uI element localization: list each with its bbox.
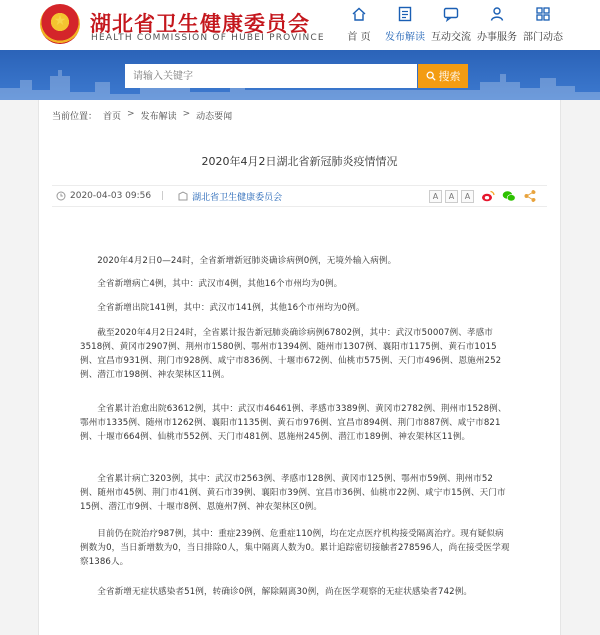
article-tools xyxy=(429,189,537,203)
article-meta xyxy=(52,185,547,207)
share-icon[interactable] xyxy=(523,189,537,203)
nav-department[interactable] xyxy=(520,6,566,43)
wechat-share-icon[interactable] xyxy=(502,189,516,203)
meta-divider: | xyxy=(161,191,165,201)
article-paragraph: 全省新增无症状感染者51例，转确诊0例，解除隔离30例，尚在医学观察的无症状感染者742例。 xyxy=(97,587,473,597)
main-nav xyxy=(336,6,566,43)
document-icon xyxy=(397,6,413,22)
breadcrumb xyxy=(52,109,232,122)
search-button[interactable] xyxy=(418,64,468,88)
service-icon xyxy=(489,6,505,22)
article-paragraph: 全省新增出院141例，其中：武汉市141例，其他16个市州均为0例。 xyxy=(97,303,365,313)
breadcrumb-home[interactable]: 首页 xyxy=(103,112,122,122)
site-header xyxy=(0,0,600,50)
nav-service-label: 办事服务 xyxy=(477,32,517,43)
search-icon xyxy=(426,71,436,81)
breadcrumb-news[interactable]: 动态要闻 xyxy=(196,112,233,122)
grid-icon xyxy=(535,6,551,22)
article-paragraph: 2020年4月2日0—24时，全省新增新冠肺炎确诊病例0例，无境外输入病例。 xyxy=(97,256,397,266)
chat-icon xyxy=(443,6,459,22)
font-size-large-button[interactable]: A xyxy=(429,190,442,203)
source-icon xyxy=(178,191,188,201)
article-paragraph: 截至2020年4月2日24时，全省累计报告新冠肺炎确诊病例67802例，其中：武汉市50007例、孝感市3518例、黄冈市2907例、荆州市1580例、鄂州市1394例、随州市1307例、襄阳市1175例、黄石市1015例、宜昌市931例、荆门市928例、咸宁市836例、十堰市672例、仙桃市575例、天门市496例、恩施州252例、潜江市198例、神农架林区11例。 xyxy=(80,328,502,380)
clock-icon xyxy=(56,191,66,201)
site-title: 湖北省卫生健康委员会 xyxy=(90,12,310,36)
weibo-share-icon[interactable] xyxy=(481,189,495,203)
publish-datetime: 2020-04-03 09:56 xyxy=(70,191,152,201)
article-title: 2020年4月2日湖北省新冠肺炎疫情情况 xyxy=(201,155,398,168)
breadcrumb-separator: > xyxy=(127,109,135,119)
article-paragraph: 全省新增病亡4例，其中：武汉市4例，其他16个市州均为0例。 xyxy=(97,279,343,289)
article-paragraph: 全省累计病亡3203例，其中：武汉市2563例、孝感市128例、黄冈市125例、鄂州市59例、荆州市52例、随州市45例、荆门市41例、黄石市39例、襄阳市39例、宜昌市36例、仙桃市22例、咸宁市15例、天门市15例、潜江市9例、十堰市8例、恩施州7例、神农架林区0例。 xyxy=(80,474,506,512)
search-input[interactable] xyxy=(125,64,417,88)
nav-release[interactable] xyxy=(382,6,428,43)
font-size-medium-button[interactable]: A xyxy=(445,190,458,203)
nav-interaction[interactable] xyxy=(428,6,474,43)
article-paragraph: 目前仍在院治疗987例，其中：重症239例、危重症110例，均在定点医疗机构接受隔离治疗。现有疑似病例数为0，当日新增数为0，当日排除0人，集中隔离人数为0。累计追踪密切接触者278596人，尚在接受医学观察1386人。 xyxy=(80,529,510,567)
nav-home-label: 首 页 xyxy=(347,32,371,43)
nav-department-label: 部门动态 xyxy=(523,32,563,43)
breadcrumb-separator: > xyxy=(182,109,191,119)
star-icon: ★ xyxy=(53,13,67,29)
article-paragraph: 全省累计治愈出院63612例，其中：武汉市46461例、孝感市3389例、黄冈市2782例、荆州市1528例、鄂州市1335例、随州市1262例、襄阳市1135例、黄石市976例、宜昌市894例、荆门市887例、咸宁市821例、十堰市664例、仙桃市552例、天门市481例、恩施州245例、潜江市189例、神农架林区11例。 xyxy=(80,404,507,442)
nav-interaction-label: 互动交流 xyxy=(431,32,471,43)
nav-service[interactable] xyxy=(474,6,520,43)
breadcrumb-prefix: 当前位置： xyxy=(52,112,98,122)
nav-release-label: 发布解读 xyxy=(385,32,425,43)
article-source: 湖北省卫生健康委员会 xyxy=(192,192,283,203)
national-emblem-logo xyxy=(40,4,80,44)
home-icon xyxy=(351,6,367,22)
breadcrumb-release[interactable]: 发布解读 xyxy=(140,112,177,122)
site-title-english: HEALTH COMMISSION OF HUBEI PROVINCE xyxy=(91,33,325,43)
font-size-small-button[interactable]: A xyxy=(461,190,474,203)
nav-home[interactable] xyxy=(336,6,382,43)
search-button-label: 搜索 xyxy=(438,70,461,83)
